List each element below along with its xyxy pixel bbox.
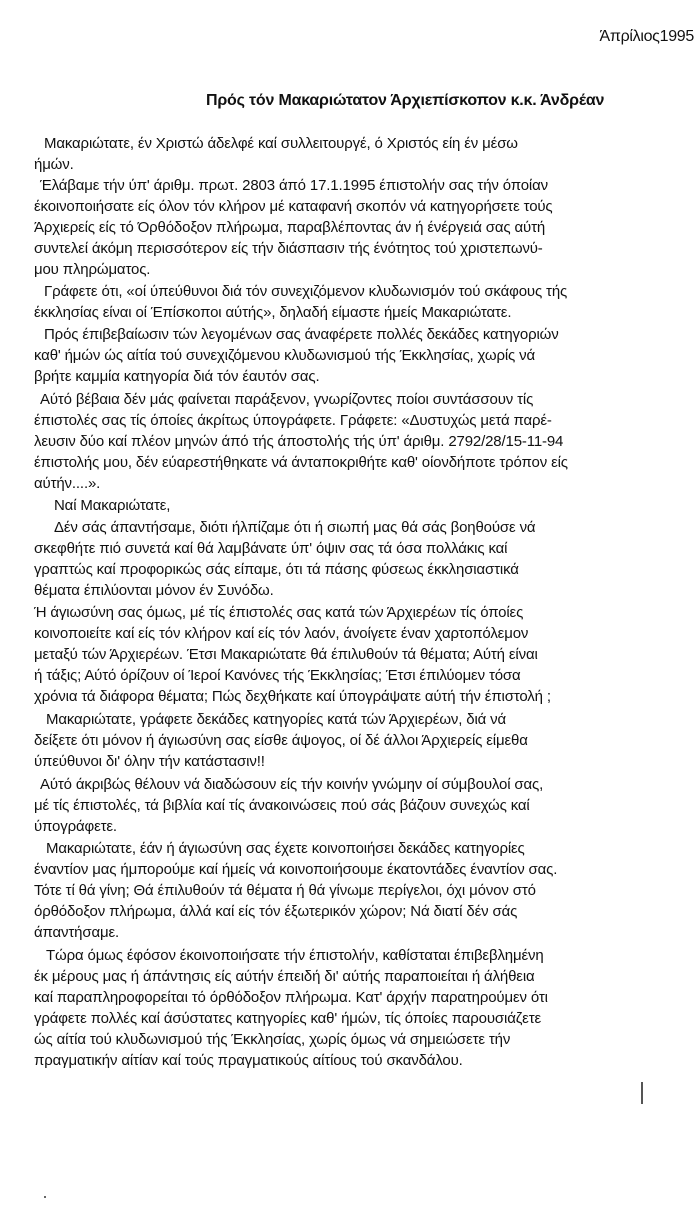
- text-line: άπαντήσαμε.: [34, 924, 120, 941]
- recipient-heading: Πρός τόν Μακαριώτατον Άρχιεπίσκοπον κ.κ. Άνδρέαν: [206, 92, 605, 109]
- text-line: Αύτό άκριβώς θέλουν νά διαδώσουν είς τήν κοινήν γνώμην οί σύμβουλοί σας,: [40, 776, 544, 793]
- text-line: Έλάβαμε τήν ύπ' άριθμ. πρωτ. 2803 άπό 17.1.1995 έπιστολήν σας τήν όποίαν: [40, 177, 548, 194]
- text-line: γράφετε πολλές καί άσύστατες κατηγορίες καθ' ήμών, τίς όποίες παρουσιάζετε: [34, 1010, 542, 1027]
- text-line: Τώρα όμως έφόσον έκοινοποιήσατε τήν έπιστολήν, καθίσταται έπιβεβλημένη: [46, 947, 544, 964]
- text-line: ή τάξις; Αύτό όρίζουν οί Ίεροί Κανόνες τής Έκκλησίας; Έτσι έπιλύομεν τόσα: [34, 667, 521, 684]
- text-line-quote: έκκλησίας είναι οί Έπίσκοποι αύτής», δηλαδή είμαστε ήμείς Μακαριώτατε.: [34, 304, 512, 321]
- text-line: έναντίον μας ήμπορούμε καί ήμείς νά κοινοποιήσουμε έκατοντάδες έναντίον σας.: [34, 861, 558, 878]
- scan-speck: [44, 1196, 46, 1198]
- text-line: Αύτό βέβαια δέν μάς φαίνεται παράξενον, γνωρίζοντες ποίοι συντάσσουν τίς: [40, 391, 534, 408]
- text-line: Πρός έπιβεβαίωσιν τών λεγομένων σας άναφέρετε πολλές δεκάδες κατηγοριών: [44, 326, 559, 343]
- text-line: μου πληρώματος.: [34, 261, 151, 278]
- text-line: Δέν σάς άπαντήσαμε, διότι ήλπίζαμε ότι ή σιωπή μας θά σάς βοηθούσε νά: [54, 519, 536, 536]
- text-line: δείξετε ότι μόνον ή άγιωσύνη σας είσθε άψογος, οί δέ άλλοι Άρχιερείς είμεθα: [34, 732, 528, 749]
- text-line: έκοινοποιήσατε είς όλον τόν κλήρον μέ καταφανή σκοπόν νά κατηγορήσετε τούς: [34, 198, 553, 215]
- text-line: έκ μέρους μας ή άπάντησις είς αύτήν έπειδή δι' αύτής παραποιείται ή άλήθεια: [34, 968, 535, 985]
- text-line: Μακαριώτατε, έάν ή άγιωσύνη σας έχετε κοινοποιήσει δεκάδες κατηγορίες: [46, 840, 525, 857]
- text-line: Τότε τί θά γίνη; Θά έπιλυθούν τά θέματα ή θά γίνωμε περίγελοι, όχι μόνον στό: [34, 882, 536, 899]
- text-line: καί παραπληροφορείται τό όρθόδοξον πλήρωμα. Κατ' άρχήν παρατηρούμεν ότι: [34, 989, 548, 1006]
- text-line: Μακαριώτατε, γράφετε δεκάδες κατηγορίες κατά τών Άρχιερέων, διά νά: [46, 711, 507, 728]
- text-line: Μακαριώτατε, έν Χριστώ άδελφέ καί συλλειτουργέ, ό Χριστός είη έν μέσω: [44, 135, 518, 152]
- text-line: Άρχιερείς είς τό Όρθόδοξον πλήρωμα, παραβλέποντας άν ή ένέργειά σας αύτή: [34, 219, 546, 236]
- margin-mark: [641, 1082, 643, 1104]
- text-line-quote: λευσιν δύο καί πλέον μηνών άπό τής άποστολής τής ύπ' άριθμ. 2792/28/15-11-94: [34, 433, 564, 450]
- text-line: ύπεύθυνοι δι' όλην τήν κατάστασιν!!: [34, 753, 265, 770]
- text-line: χρόνια τά διάφορα θέματα; Πώς δεχθήκατε καί ύπογράψατε αύτή τήν έπιστολή ;: [34, 688, 551, 705]
- text-line: έπιστολές σας τίς όποίες άκρίτως ύπογράφετε. Γράφετε: «Δυστυχώς μετά παρέ-: [34, 412, 552, 429]
- text-line: ήμών.: [34, 156, 74, 173]
- text-line: ύπογράφετε.: [34, 818, 117, 835]
- text-line: Ή άγιωσύνη σας όμως, μέ τίς έπιστολές σας κατά τών Άρχιερέων τίς όποίες: [34, 604, 524, 621]
- text-line-quote: έπιστολής μου, δέν εύαρεστήθηκατε νά άνταποκριθήτε καθ' οίονδήποτε τρόπον είς: [34, 454, 568, 471]
- text-line: πραγματικήν αίτίαν καί τούς πραγματικούς αίτίους τού σκανδάλου.: [34, 1052, 463, 1069]
- text-line: ώς αίτία τού κλυδωνισμού τής Έκκλησίας, χωρίς όμως νά σημειώσετε τήν: [34, 1031, 511, 1048]
- text-line: θέματα έπιλύονται μόνον έν Συνόδω.: [34, 582, 274, 599]
- letter-date: Άπρίλιος1995: [599, 28, 694, 45]
- text-line: συντελεί άκόμη περισσότερον είς τήν διάσπασιν τής ένότητος τού χριστεπωνύ-: [34, 240, 543, 257]
- text-line-quote: αύτήν....».: [34, 475, 101, 492]
- text-line: σκεφθήτε πιό συνετά καί θά λαμβάνατε ύπ' όψιν σας τά όσα πολλάκις καί: [34, 540, 508, 557]
- text-line: βρήτε καμμία κατηγορία διά τόν έαυτόν σας.: [34, 368, 320, 385]
- text-line: Ναί Μακαριώτατε,: [54, 497, 171, 514]
- text-line: μεταξύ τών Άρχιερέων. Έτσι Μακαριώτατε θά έπιλυθούν τά θέματα; Αύτή είναι: [34, 646, 538, 663]
- text-line: κοινοποιείτε καί είς τόν κλήρον καί είς τόν λαόν, άνοίγετε έναν χαρτοπόλεμον: [34, 625, 529, 642]
- text-line: όρθόδοξον πλήρωμα, άλλά καί είς τόν έξωτερικόν χώρον; Νά διατί δέν σάς: [34, 903, 518, 920]
- text-line: καθ' ήμών ώς αίτία τού συνεχιζόμενου κλυδωνισμού τής Έκκλησίας, χωρίς νά: [34, 347, 535, 364]
- text-line: μέ τίς έπιστολές, τά βιβλία καί τίς άνακοινώσεις πού σάς βάζουν συνεχώς καί: [34, 797, 530, 814]
- text-line: γραπτώς καί προφορικώς σάς είπαμε, ότι τά πάσης φύσεως έκκλησιαστικά: [34, 561, 519, 578]
- text-line-quote: Γράφετε ότι, «οί ύπεύθυνοι διά τόν συνεχιζόμενον κλυδωνισμόν τού σκάφους τής: [44, 283, 568, 300]
